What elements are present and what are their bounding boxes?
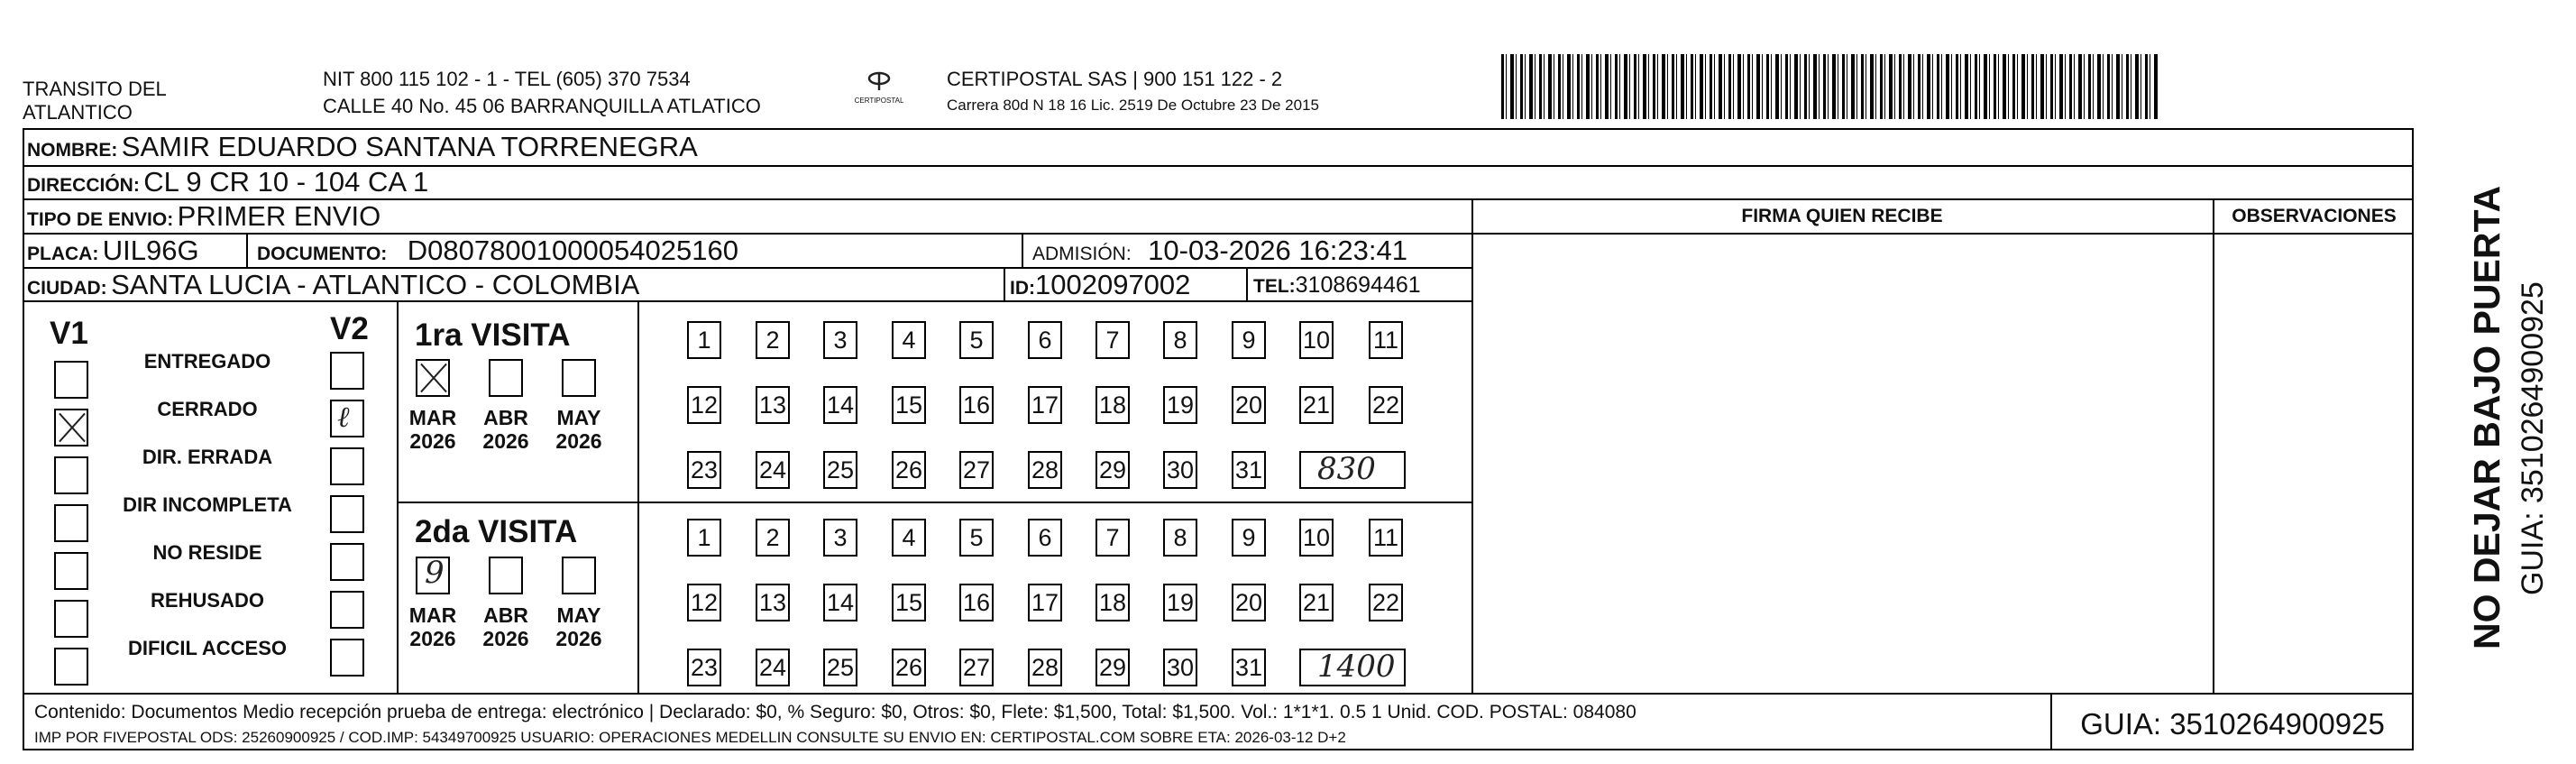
hour-handwritten: 830 — [1317, 451, 1376, 487]
month-checkbox[interactable] — [562, 359, 596, 397]
placa-field: PLACA: UIL96G — [27, 235, 199, 266]
day-box[interactable]: 16 — [959, 584, 994, 621]
id-field: ID:1002097002 — [1010, 269, 1191, 300]
contenido-text: Contenido: Documentos Medio recepción prueba de entrega: electrónico | Declarado: $0, % Seguro: $0, Otros: $0, Flete: $1,500, Total: $1,500. Vol.: 1*1*1. 0.5 1 Unid. COD. POSTAL: 084080 — [34, 702, 1636, 723]
day-box[interactable]: 2 — [756, 519, 790, 557]
day-box[interactable]: 24 — [756, 451, 790, 489]
day-box[interactable]: 17 — [1028, 584, 1062, 621]
day-box[interactable]: 4 — [892, 321, 926, 359]
month-checkbox[interactable] — [416, 557, 450, 594]
day-box[interactable]: 3 — [823, 519, 857, 557]
day-box[interactable]: 15 — [892, 386, 926, 424]
month-handwritten-mark: 9 — [425, 555, 445, 591]
hour-handwritten: 1400 — [1317, 649, 1396, 685]
admision-field: ADMISIÓN: 10-03-2026 16:23:41 — [1032, 235, 1407, 266]
tel-field: TEL:3108694461 — [1253, 272, 1421, 298]
day-box[interactable]: 29 — [1095, 451, 1130, 489]
day-box[interactable]: 10 — [1299, 321, 1334, 359]
v2-checkbox[interactable] — [330, 591, 364, 629]
day-box[interactable]: 27 — [959, 649, 994, 686]
v2-checkbox[interactable] — [330, 352, 364, 390]
v2-label: V2 — [330, 311, 369, 346]
month-checkbox[interactable] — [489, 557, 523, 594]
day-box[interactable]: 7 — [1095, 519, 1130, 557]
firma-header: FIRMA QUIEN RECIBE — [1741, 206, 1943, 226]
month-label: MAY 2026 — [555, 603, 602, 650]
status-label: DIR. ERRADA — [142, 446, 273, 468]
day-box[interactable]: 2 — [756, 321, 790, 359]
month-checkbox[interactable] — [489, 359, 523, 397]
day-box[interactable]: 25 — [823, 451, 857, 489]
day-box[interactable]: 8 — [1163, 519, 1197, 557]
company-info: CERTIPOSTAL SAS | 900 151 122 - 2 Carrera 80d N 18 16 Lic. 2519 De Octubre 23 De 2015 — [947, 68, 1319, 114]
month-label: ABR 2026 — [482, 406, 529, 453]
first-visit-title: 1ra VISITA — [415, 318, 571, 353]
v2-checkbox[interactable] — [330, 495, 364, 533]
v2-checkbox[interactable] — [330, 543, 364, 581]
day-box[interactable]: 22 — [1369, 584, 1403, 621]
hour-box[interactable] — [1299, 451, 1406, 489]
day-box[interactable]: 3 — [823, 321, 857, 359]
day-box[interactable]: 20 — [1232, 386, 1266, 424]
address-text: CALLE 40 No. 45 06 BARRANQUILLA ATLATICO — [323, 95, 761, 117]
v1-label: V1 — [50, 316, 88, 351]
day-box[interactable]: 5 — [959, 321, 994, 359]
footer-guia: GUIA: 3510264900925 — [2080, 707, 2385, 741]
day-box[interactable]: 21 — [1299, 386, 1334, 424]
day-box[interactable]: 6 — [1028, 321, 1062, 359]
day-box[interactable]: 16 — [959, 386, 994, 424]
day-box[interactable]: 26 — [892, 649, 926, 686]
day-box[interactable]: 23 — [687, 649, 721, 686]
day-box[interactable]: 19 — [1163, 386, 1197, 424]
month-label: ABR 2026 — [482, 603, 529, 650]
day-box[interactable]: 11 — [1369, 519, 1403, 557]
v1-checkbox[interactable] — [54, 504, 88, 542]
day-box[interactable]: 25 — [823, 649, 857, 686]
month-checkbox[interactable] — [416, 359, 450, 397]
certipostal-logo: CERTIPOSTAL — [843, 70, 915, 105]
v2-checkbox[interactable] — [330, 447, 364, 485]
v2-handwritten-mark: ℓ — [337, 400, 350, 434]
tipo-envio-row: TIPO DE ENVIO: PRIMER ENVIO — [27, 200, 381, 232]
nombre-row: NOMBRE: SAMIR EDUARDO SANTANA TORRENEGRA — [27, 131, 698, 162]
day-box[interactable]: 18 — [1095, 584, 1130, 621]
day-box[interactable]: 19 — [1163, 584, 1197, 621]
v1-checkbox[interactable] — [54, 552, 88, 590]
month-label: MAR 2026 — [408, 603, 457, 650]
direccion-row: DIRECCIÓN: CL 9 CR 10 - 104 CA 1 — [27, 166, 429, 198]
day-box[interactable]: 11 — [1369, 321, 1403, 359]
day-box[interactable]: 28 — [1028, 649, 1062, 686]
imp-text: IMP POR FIVEPOSTAL ODS: 25260900925 / COD.IMP: 54349700925 USUARIO: OPERACIONES MEDELLIN CONSULTE SU ENVIO EN: CERTIPOSTAL.COM SOBRE ETA: 2026-03-12 D+2 — [34, 729, 1346, 746]
status-label: ENTREGADO — [143, 350, 271, 373]
day-box[interactable]: 29 — [1095, 649, 1130, 686]
day-box[interactable]: 7 — [1095, 321, 1130, 359]
day-box[interactable]: 22 — [1369, 386, 1403, 424]
day-box[interactable]: 1 — [687, 519, 721, 557]
day-box[interactable]: 20 — [1232, 584, 1266, 621]
hour-box[interactable] — [1299, 649, 1406, 686]
day-box[interactable]: 4 — [892, 519, 926, 557]
second-visit-title: 2da VISITA — [415, 514, 578, 549]
month-label: MAY 2026 — [555, 406, 602, 453]
status-label: REHUSADO — [151, 589, 264, 612]
side-guia: GUIA: 3510264900925 — [2516, 281, 2550, 595]
day-box[interactable]: 17 — [1028, 386, 1062, 424]
v2-checkbox[interactable] — [330, 639, 364, 677]
day-box[interactable]: 30 — [1163, 649, 1197, 686]
day-box[interactable]: 14 — [823, 386, 857, 424]
day-box[interactable]: 9 — [1232, 519, 1266, 557]
ciudad-field: CIUDAD: SANTA LUCIA - ATLANTICO - COLOMBIA — [27, 269, 640, 300]
day-box[interactable]: 1 — [687, 321, 721, 359]
day-box[interactable]: 31 — [1232, 649, 1266, 686]
day-box[interactable]: 27 — [959, 451, 994, 489]
status-label: CERRADO — [157, 398, 258, 420]
day-box[interactable]: 30 — [1163, 451, 1197, 489]
barcode — [1501, 54, 2159, 119]
status-label: DIR INCOMPLETA — [123, 493, 292, 516]
day-box[interactable]: 6 — [1028, 519, 1062, 557]
org-name: TRANSITO DEL ATLANTICO — [23, 78, 167, 124]
status-label: NO RESIDE — [152, 541, 262, 564]
day-box[interactable]: 26 — [892, 451, 926, 489]
v1-checkbox[interactable] — [54, 409, 88, 446]
day-box[interactable]: 15 — [892, 584, 926, 621]
day-box[interactable]: 28 — [1028, 451, 1062, 489]
day-box[interactable]: 18 — [1095, 386, 1130, 424]
day-box[interactable]: 24 — [756, 649, 790, 686]
day-box[interactable]: 31 — [1232, 451, 1266, 489]
day-box[interactable]: 9 — [1232, 321, 1266, 359]
month-label: MAR 2026 — [408, 406, 457, 453]
org-contact — [323, 68, 761, 118]
day-box[interactable]: 14 — [823, 584, 857, 621]
v1-checkbox[interactable] — [54, 361, 88, 399]
documento-field: DOCUMENTO: D08078001000054025160 — [257, 235, 738, 266]
status-label: DIFICIL ACCESO — [127, 637, 287, 659]
day-box[interactable]: 13 — [756, 386, 790, 424]
month-checkbox[interactable] — [562, 557, 596, 594]
day-box[interactable]: 10 — [1299, 519, 1334, 557]
no-dejar-warning: NO DEJAR BAJO PUERTA — [2466, 185, 2507, 649]
v1-checkbox[interactable] — [54, 600, 88, 638]
day-box[interactable]: 23 — [687, 451, 721, 489]
nit-text: NIT 800 115 102 - 1 - TEL (605) 370 7534 — [323, 68, 691, 90]
day-box[interactable]: 8 — [1163, 321, 1197, 359]
day-box[interactable]: 13 — [756, 584, 790, 621]
observaciones-header: OBSERVACIONES — [2232, 206, 2397, 226]
day-box[interactable]: 12 — [687, 386, 721, 424]
v1-checkbox[interactable] — [54, 456, 88, 494]
day-box[interactable]: 21 — [1299, 584, 1334, 621]
v1-checkbox[interactable] — [54, 648, 88, 686]
day-box[interactable]: 12 — [687, 584, 721, 621]
day-box[interactable]: 5 — [959, 519, 994, 557]
v2-checkbox[interactable] — [330, 400, 364, 437]
